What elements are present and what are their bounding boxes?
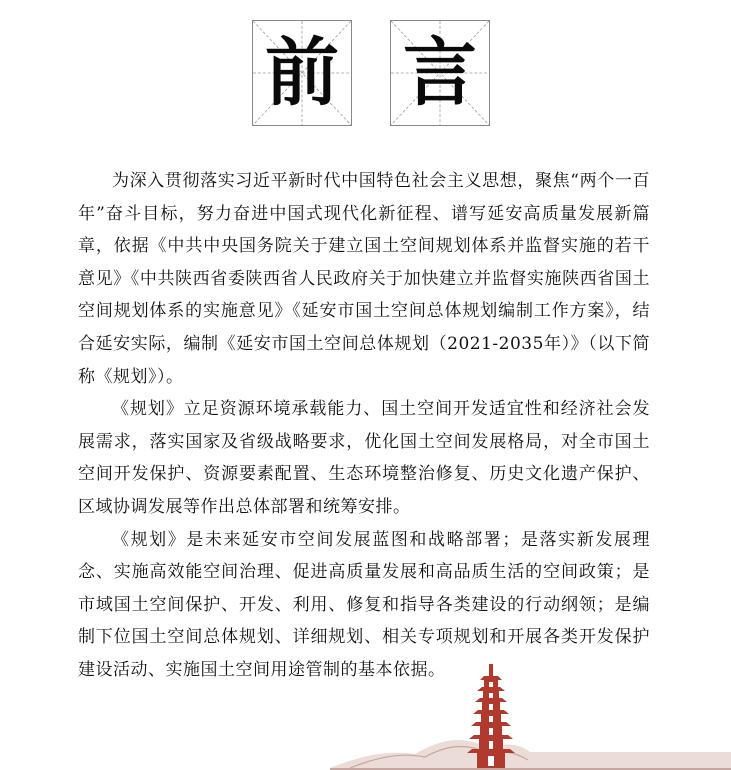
paragraph-3: 《规划》是未来延安市空间发展蓝图和战略部署；是落实新发展理念、实施高效能空间治理、促进高质量发展和高品质生活的空间政策；是市域国土空间保护、开发、利用、修复和指导各类建设的行动纲领；是编制下位国土空间总体规划、详细规划、相关专项规划和开展各类开发保护建设活动、实施国土空间用途管制的基本依据。 xyxy=(78,529,650,680)
paragraph-1: 为深入贯彻落实习近平新时代中国特色社会主义思想，聚焦“两个一百年”奋斗目标，努力奋进中国式现代化新征程、谱写延安高质量发展新篇章，依据《中共中央国务院关于建立国土空间规划体系并监督实施的若干意见》《中共陕西省委陕西省人民政府关于加快建立并监督实施陕西省国土空间规划体系的实施意见》《延安市国土空间总体规划编制工作方案》，结合延安实际，编制《延安市国土空间总体规划（2021-2035年）》（以下简称《规划》）。 xyxy=(78,171,650,387)
paragraph-2: 《规划》立足资源环境承载能力、国土空间开发适宜性和经济社会发展需求，落实国家及省级战略要求，优化国土空间发展格局，对全市国土空间开发保护、资源要素配置、生态环境整治修复、历史文化遗产保护、区域协调发展等作出总体部署和统筹安排。 xyxy=(78,399,650,517)
title-cell-1 xyxy=(252,20,352,126)
title-cell-2 xyxy=(390,20,490,126)
mountain-shape xyxy=(330,740,731,770)
page-title xyxy=(252,20,478,126)
preface-body xyxy=(78,165,650,687)
title-char-1: 前 xyxy=(265,30,339,116)
title-char-2: 言 xyxy=(403,30,477,116)
pagoda-landscape-illustration xyxy=(330,660,731,770)
